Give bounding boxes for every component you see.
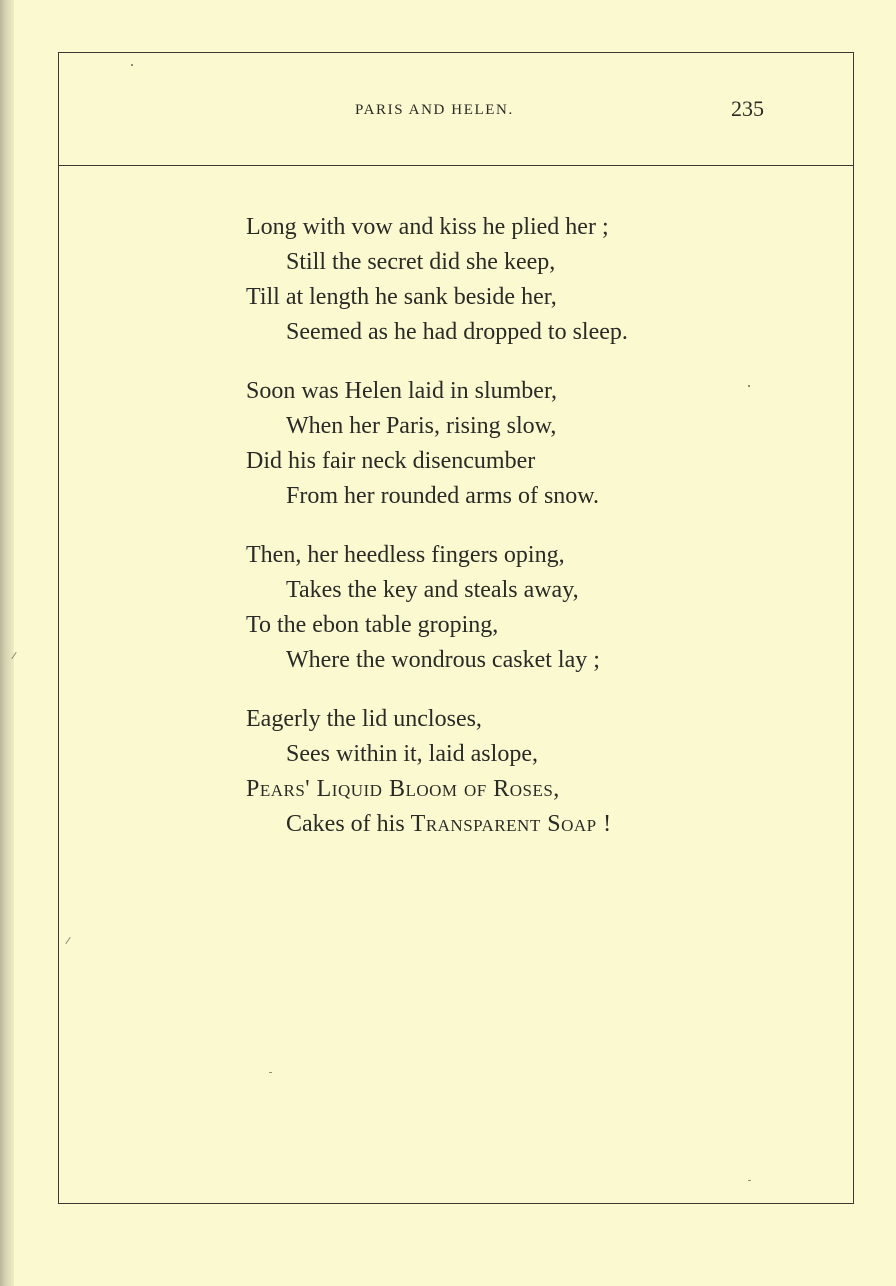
stanza	[246, 538, 806, 678]
poem-line: Still the secret did she keep,	[286, 249, 556, 275]
poem-line: From her rounded arms of snow.	[286, 483, 600, 509]
stanza	[246, 374, 806, 514]
poem-line: When her Paris, rising slow,	[286, 413, 557, 439]
poem-line-advert	[246, 807, 806, 842]
poem-line: Soon was Helen laid in slumber,	[246, 378, 557, 404]
poem-line: Sees within it, laid aslope,	[286, 741, 538, 767]
poem-line: Seemed as he had dropped to sleep.	[286, 319, 628, 345]
paper-speck	[748, 1180, 751, 1181]
stanza	[246, 702, 806, 842]
poem-line: Takes the key and steals away,	[286, 577, 579, 603]
advert-text-plain: Cakes of his	[286, 811, 411, 837]
running-title: PARIS AND HELEN.	[355, 102, 514, 118]
poem-line: Till at length he sank beside her,	[246, 284, 557, 310]
header-rule	[58, 165, 854, 166]
advert-text	[286, 811, 612, 837]
page-number: 235	[731, 96, 764, 121]
poem-line: Did his fair neck disencumber	[246, 448, 536, 474]
poem-line: Long with vow and kiss he plied her ;	[246, 214, 609, 240]
paper-speck	[269, 1072, 272, 1073]
advert-text-smallcaps: Transparent Soap !	[410, 811, 612, 837]
poem-line: Then, her heedless fingers oping,	[246, 542, 565, 568]
page-gutter-shadow	[0, 0, 14, 1286]
paper-speck	[748, 385, 750, 387]
poem-line: Where the wondrous casket lay ;	[286, 647, 600, 673]
poem-line: Eagerly the lid uncloses,	[246, 706, 482, 732]
stanza	[246, 210, 806, 350]
paper-speck	[131, 64, 133, 66]
poem	[246, 210, 806, 866]
poem-line-advert: Pears' Liquid Bloom of Roses,	[246, 776, 560, 802]
poem-line: To the ebon table groping,	[246, 612, 499, 638]
